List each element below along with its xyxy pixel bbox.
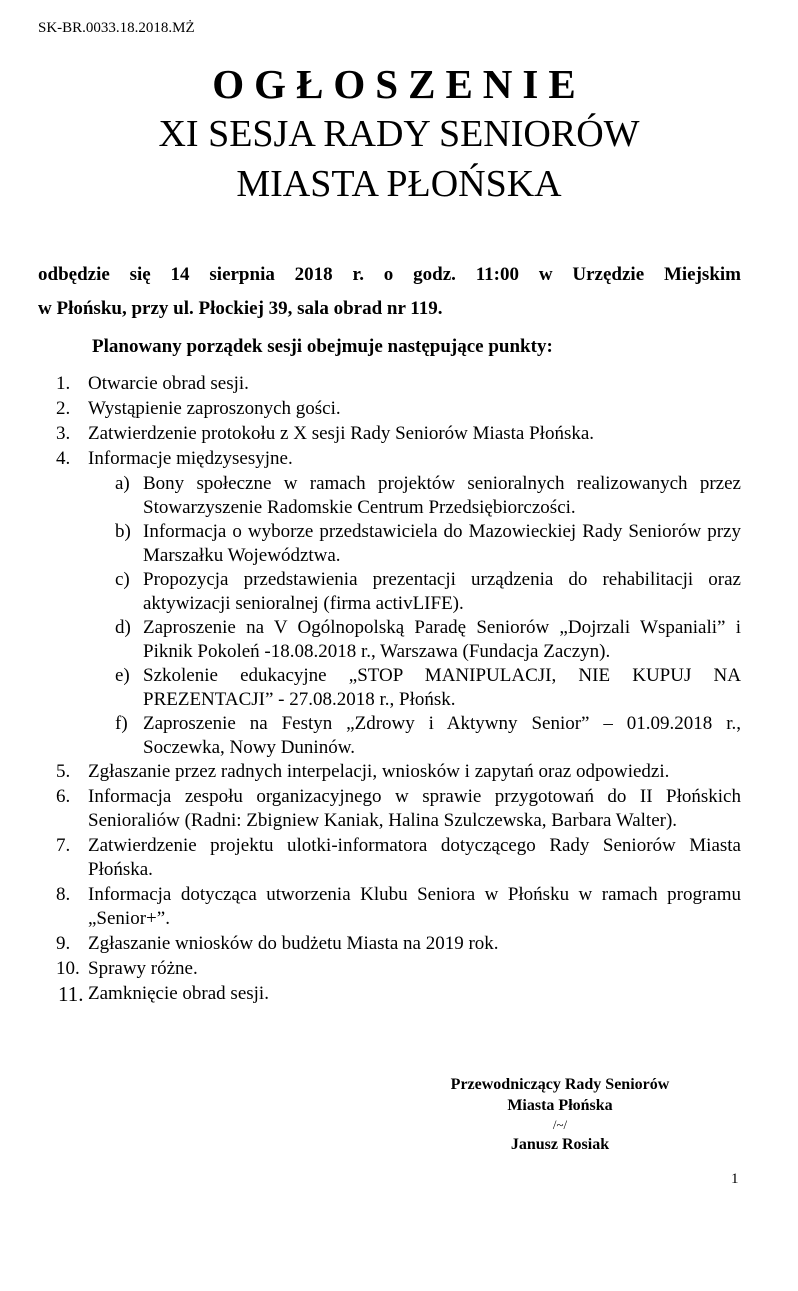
item-number: 6. <box>56 786 71 807</box>
agenda-subitem <box>0 520 741 568</box>
item-text: Informacja zespołu organizacyjnego w sprawie przygotowań do II Płońskich Senioraliów (Radni: Zbigniew Kaniak, Halina Szulczewska, Barbara Walter). <box>88 786 741 831</box>
item-text: Otwarcie obrad sesji. <box>88 373 249 394</box>
item-number: 4. <box>56 448 71 469</box>
subitem-text: Szkolenie edukacyjne „STOP MANIPULACJI, NIE KUPUJ NA PREZENTACJI” - 27.08.2018 r., Płońsk. <box>143 665 741 710</box>
item-number: 8. <box>56 884 71 905</box>
agenda-item <box>0 932 741 956</box>
agenda-item <box>0 760 741 784</box>
item-text: Zgłaszanie przez radnych interpelacji, wniosków i zapytań oraz odpowiedzi. <box>88 761 670 782</box>
signature-title: Przewodniczący Rady Seniorów <box>450 1076 670 1093</box>
subitem-letter: f) <box>115 713 128 734</box>
subitem-letter: c) <box>115 569 130 590</box>
item-number: 5. <box>56 761 71 782</box>
subitem-letter: d) <box>115 617 131 638</box>
subitem-letter: e) <box>115 665 130 686</box>
item-number: 3. <box>56 423 71 444</box>
item-text: Informacja dotycząca utworzenia Klubu Seniora w Płońsku w ramach programu „Senior+”. <box>88 884 741 929</box>
subitem-text: Bony społeczne w ramach projektów senioralnych realizowanych przez Stowarzyszenie Radomskie Centrum Przedsiębiorczości. <box>143 473 741 518</box>
item-number: 9. <box>56 933 71 954</box>
agenda-item <box>0 422 741 446</box>
intro-paragraph <box>38 258 741 326</box>
agenda-item <box>0 982 741 1006</box>
signatory-name: Janusz Rosiak <box>510 1136 610 1153</box>
item-number: 10. <box>56 958 80 979</box>
item-text: Sprawy różne. <box>88 958 198 979</box>
item-number: 2. <box>56 398 71 419</box>
item-number: 1. <box>56 373 71 394</box>
intro-line-2: w Płońsku, przy ul. Płockiej 39, sala obrad nr 119. <box>38 298 443 319</box>
agenda-item <box>0 397 741 421</box>
agenda-subitem <box>0 568 741 616</box>
agenda-item <box>0 372 741 396</box>
agenda-item <box>0 883 741 931</box>
item-number: 11. <box>58 982 84 1006</box>
subitem-text: Propozycja przedstawienia prezentacji urządzenia do rehabilitacji oraz aktywizacji senioralnej (firma activLIFE). <box>143 569 741 614</box>
signature-mark: /~/ <box>552 1117 568 1132</box>
intro-line-1: odbędzie się 14 sierpnia 2018 r. o godz. 11:00 w Urzędzie Miejskim <box>38 264 741 285</box>
document-reference: SK-BR.0033.18.2018.MŻ <box>38 20 195 36</box>
item-number: 7. <box>56 835 71 856</box>
city-title: MIASTA PŁOŃSKA <box>236 163 562 205</box>
agenda-subitem <box>0 664 741 712</box>
agenda-list <box>0 372 798 1007</box>
subitem-text: Zaproszenie na Festyn „Zdrowy i Aktywny Senior” – 01.09.2018 r., Soczewka, Nowy Duninów. <box>143 713 741 758</box>
subitem-letter: a) <box>115 473 130 494</box>
item-text: Zatwierdzenie projektu ulotki-informatora dotyczącego Rady Seniorów Miasta Płońska. <box>88 835 741 880</box>
signature-title-city: Miasta Płońska <box>507 1097 613 1114</box>
agenda-item <box>0 957 741 981</box>
subitem-text: Informacja o wyborze przedstawiciela do Mazowieckiej Rady Seniorów przy Marszałku Województwa. <box>143 521 741 566</box>
item-text: Zamknięcie obrad sesji. <box>88 983 269 1004</box>
agenda-heading: Planowany porządek sesji obejmuje następujące punkty: <box>92 336 553 357</box>
agenda-subitem <box>0 712 741 760</box>
item-text: Zgłaszanie wniosków do budżetu Miasta na 2019 rok. <box>88 933 499 954</box>
subitem-letter: b) <box>115 521 131 542</box>
subitem-text: Zaproszenie na V Ogólnopolską Paradę Seniorów „Dojrzali Wspaniali” i Piknik Pokoleń -18.08.2018 r., Warszawa (Fundacja Zaczyn). <box>143 617 741 662</box>
page-number: 1 <box>731 1171 739 1187</box>
agenda-item <box>0 447 741 471</box>
item-text: Zatwierdzenie protokołu z X sesji Rady Seniorów Miasta Płońska. <box>88 423 595 444</box>
agenda-subitem <box>0 472 741 520</box>
item-text: Wystąpienie zaproszonych gości. <box>88 398 341 419</box>
announcement-title: OGŁOSZENIE <box>212 61 586 107</box>
agenda-subitem <box>0 616 741 664</box>
agenda-item <box>0 785 741 833</box>
agenda-item <box>0 834 741 882</box>
session-title: XI SESJA RADY SENIORÓW <box>158 113 640 155</box>
signature-block <box>380 1074 740 1155</box>
item-text: Informacje międzysesyjne. <box>88 448 293 469</box>
